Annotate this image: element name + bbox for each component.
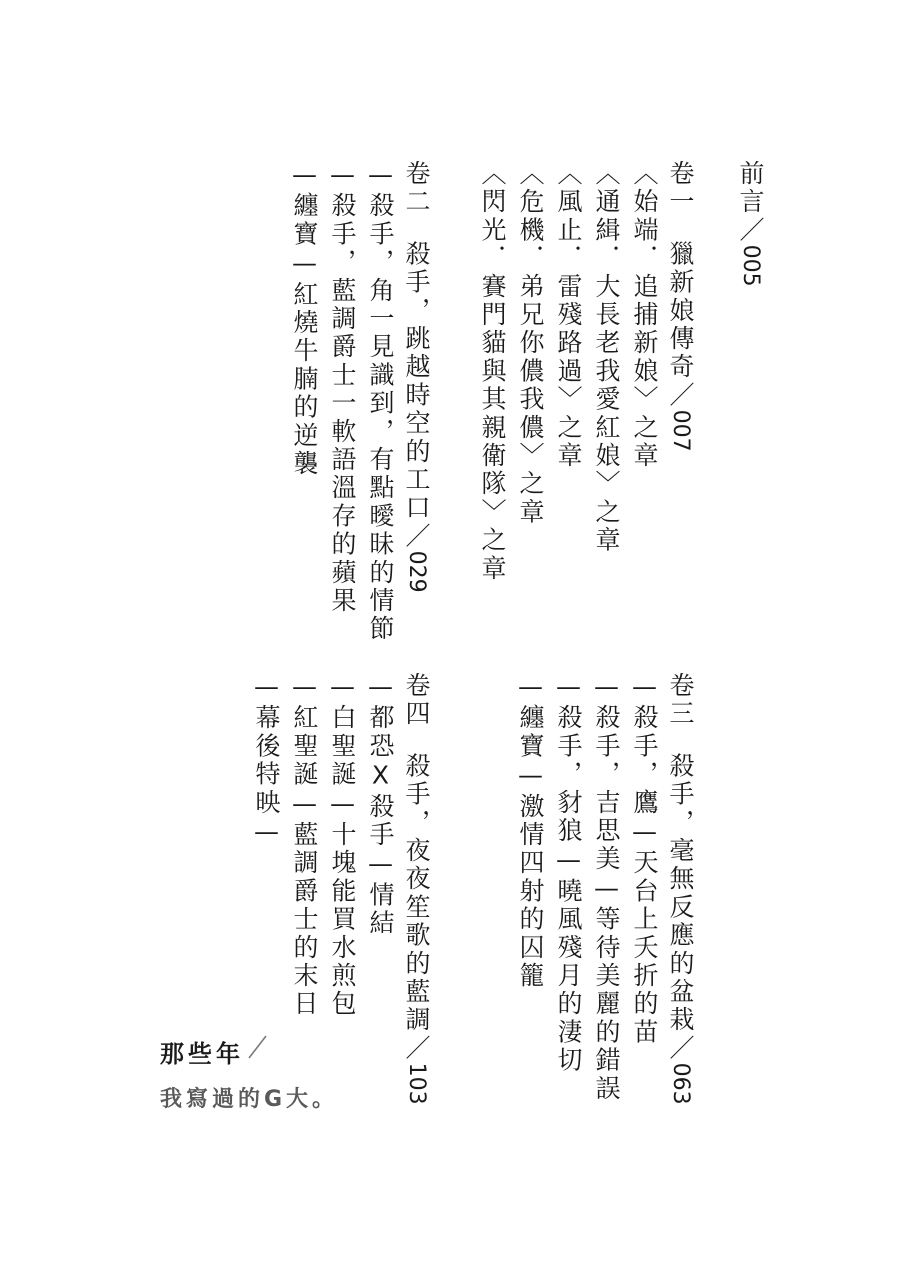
vol3-title: 殺手，毫無反應的盆栽／ bbox=[666, 752, 695, 1063]
vol1-label: 卷一 bbox=[666, 160, 695, 217]
slash-decoration bbox=[246, 1034, 268, 1060]
vol4-item-1: —都恐X殺手—情結 bbox=[366, 672, 395, 938]
vol3-item-4: —纏寶—激情四射的囚籠 bbox=[516, 672, 545, 991]
vol1-heading bbox=[668, 160, 693, 452]
preface-page-number: 005 bbox=[738, 244, 763, 287]
vol4-title: 殺手，夜夜笙歌的藍調／ bbox=[402, 752, 431, 1063]
vol2-heading bbox=[404, 160, 429, 593]
vol4-item-2: —白聖誕—十塊能買水煎包 bbox=[328, 672, 357, 1019]
vol2-title: 殺手，跳越時空的工口／ bbox=[402, 240, 431, 551]
book-title: 那些年 bbox=[160, 1040, 244, 1068]
vol1-page-number: 007 bbox=[668, 409, 693, 452]
preface-title: 前言／ bbox=[736, 160, 765, 245]
vol4-heading bbox=[404, 672, 429, 1105]
vol4-item-4: —幕後特映— bbox=[252, 672, 281, 850]
vol1-title: 獵新娘傳奇／ bbox=[666, 240, 695, 410]
preface-entry bbox=[738, 160, 763, 287]
vol3-heading bbox=[668, 672, 693, 1105]
vol2-item-1: —殺手，角一見識到，有點曖昧的情節 bbox=[366, 160, 395, 644]
vol1-item-4: 〈危機．弟兄你儂我儂〉之章 bbox=[516, 160, 545, 527]
vol3-item-3: —殺手，豺狼—曉風殘月的淒切 bbox=[554, 672, 583, 1075]
vol1-item-1: 〈始端．追捕新娘〉之章 bbox=[630, 160, 659, 471]
vol3-label: 卷三 bbox=[666, 672, 695, 729]
vol2-item-2: —殺手，藍調爵士一軟語溫存的蘋果 bbox=[328, 160, 357, 616]
vol2-label: 卷二 bbox=[402, 160, 431, 217]
vol4-item-3: —紅聖誕—藍調爵士的末日 bbox=[290, 672, 319, 1019]
vol3-item-2: —殺手，吉思美—等待美麗的錯誤 bbox=[592, 672, 621, 1103]
book-subtitle: 我寫過的G大。 bbox=[160, 1087, 339, 1112]
vol4-page-number: 103 bbox=[404, 1062, 429, 1105]
vol1-item-2: 〈通緝．大長老我愛紅娘〉之章 bbox=[592, 160, 621, 555]
vol2-item-3: —纏寶—紅燒牛腩的逆襲 bbox=[290, 160, 319, 479]
vol1-item-3: 〈風止．雷殘路過〉之章 bbox=[554, 160, 583, 471]
vol3-item-1: —殺手，鷹—天台上夭折的苗 bbox=[630, 672, 659, 1047]
vol3-page-number: 063 bbox=[668, 1062, 693, 1105]
vol4-label: 卷四 bbox=[402, 672, 431, 729]
vol1-item-5: 〈閃光．賽門貓與其親衛隊〉之章 bbox=[478, 160, 507, 583]
vol2-page-number: 029 bbox=[404, 550, 429, 593]
